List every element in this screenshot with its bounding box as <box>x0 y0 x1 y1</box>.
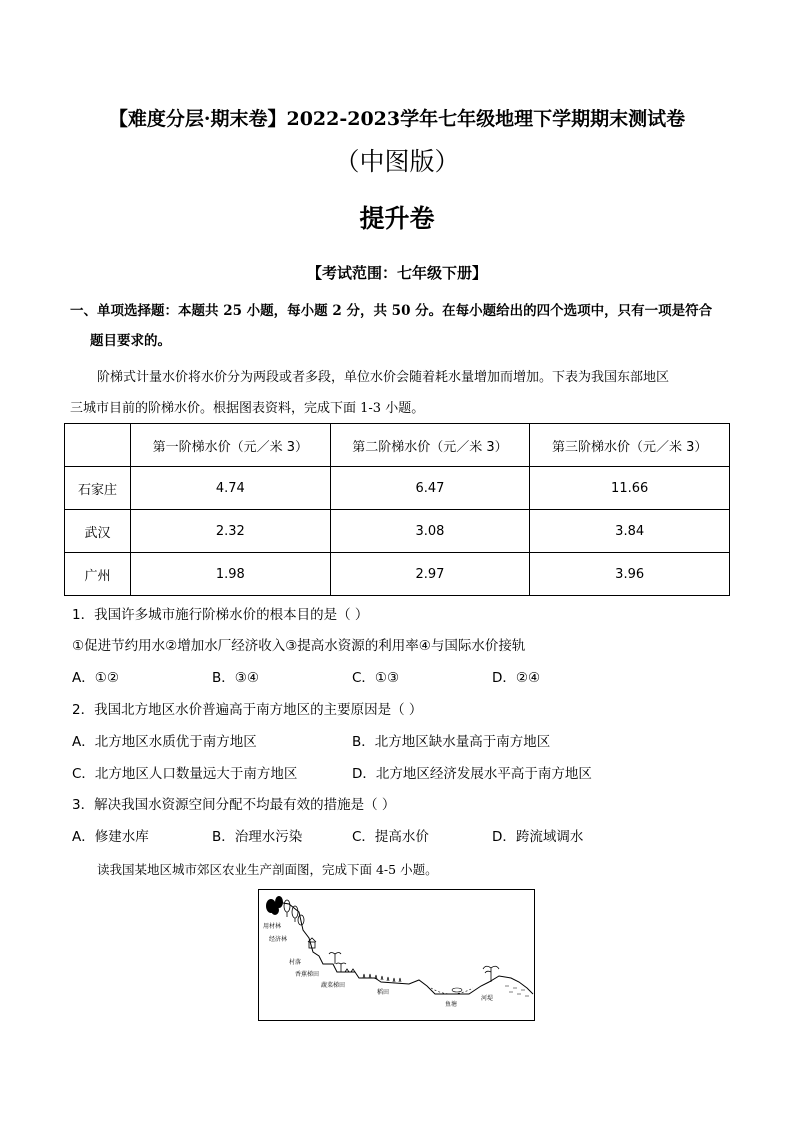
table-cell: 11.66 <box>530 467 730 510</box>
q3-option-a: A．修建水库 <box>72 829 149 845</box>
table-cell: 2.97 <box>330 553 530 596</box>
dike-plant <box>483 966 499 982</box>
q3-option-c: C．提高水价 <box>352 829 429 845</box>
q3-option-b: B．治理水污染 <box>212 829 303 845</box>
label-fishpond: 鱼塘 <box>445 1001 458 1008</box>
table-header-cell: 第二阶梯水价（元／米 3） <box>330 424 530 467</box>
table-row <box>65 467 730 510</box>
section-heading <box>70 296 730 356</box>
table-cell: 3.96 <box>530 553 730 596</box>
section-heading-line2: 题目要求的。 <box>90 333 171 349</box>
label-rice: 稻田 <box>377 989 390 996</box>
intro-line2: 三城市目前的阶梯水价。根据图表资料，完成下面 1-3 小题。 <box>70 401 425 416</box>
section-heading-line1: 一、单项选择题：本题共 25 小题，每小题 2 分，共 50 分。在每小题给出的四个选项中，只有一项是符合 <box>70 303 713 319</box>
q1-option-c: C．①③ <box>352 670 400 686</box>
q3-option-d: D．跨流域调水 <box>492 829 584 845</box>
table-header-row <box>65 424 730 467</box>
terrain-line <box>267 902 533 994</box>
level-label: 提升卷 <box>359 204 435 233</box>
q1-option-b: B．③④ <box>212 670 259 686</box>
q1-option-a: A．①② <box>72 670 119 686</box>
label-fruit: 香蕉梯田 <box>295 971 320 978</box>
river-water <box>505 986 529 996</box>
table-header-cell: 第一阶梯水价（元／米 3） <box>131 424 331 467</box>
fish-pond <box>431 988 473 994</box>
table-cell: 2.32 <box>131 510 331 553</box>
table-cell: 广州 <box>65 553 131 596</box>
table-cell: 石家庄 <box>65 467 131 510</box>
intro-paragraph <box>70 362 730 424</box>
table-cell: 4.74 <box>131 467 331 510</box>
table-cell: 6.47 <box>330 467 530 510</box>
intro-line1: 阶梯式计量水价将水价分为两段或者多段，单位水价会随着耗水量增加而增加。下表为我国东部地区 <box>97 370 670 385</box>
label-timber: 用材林 <box>263 923 282 930</box>
table-cell: 3.08 <box>330 510 530 553</box>
exam-title: 【难度分层·期末卷】2022-2023学年七年级地理下学期期末测试卷 <box>108 108 686 130</box>
q1-option-d: D．②④ <box>492 670 541 686</box>
label-economic: 经济林 <box>269 936 288 943</box>
figure-intro <box>70 854 730 885</box>
table-row <box>65 553 730 596</box>
table-cell: 武汉 <box>65 510 131 553</box>
profile-diagram <box>259 890 534 1020</box>
q2-option-a: A．北方地区水质优于南方地区 <box>72 734 257 750</box>
table-cell: 3.84 <box>530 510 730 553</box>
table-header-cell <box>65 424 131 467</box>
table-row <box>65 510 730 553</box>
edition-label: （中图版） <box>334 147 460 176</box>
q2-option-d: D．北方地区经济发展水平高于南方地区 <box>352 766 592 782</box>
forest-trees <box>266 896 283 915</box>
label-veg: 蔬菜梯田 <box>321 982 346 989</box>
agriculture-profile-figure <box>258 889 535 1021</box>
q2-option-c: C．北方地区人口数量远大于南方地区 <box>72 766 298 782</box>
table-header-cell: 第三阶梯水价（元／米 3） <box>530 424 730 467</box>
exam-scope: 【考试范围：七年级下册】 <box>306 264 487 282</box>
question-3-stem: 3．解决我国水资源空间分配不均最有效的措施是（ ） <box>72 797 396 813</box>
question-1-stem: 1．我国许多城市施行阶梯水价的根本目的是（ ） <box>72 607 369 623</box>
question-2-stem: 2．我国北方地区水价普遍高于南方地区的主要原因是（ ） <box>72 702 423 718</box>
q2-option-b: B．北方地区缺水量高于南方地区 <box>352 734 551 750</box>
water-price-table <box>64 423 730 596</box>
question-1-statements: ①促进节约用水②增加水厂经济收入③提高水资源的利用率④与国际水价接轨 <box>72 638 526 654</box>
figure-intro-text: 读我国某地区城市郊区农业生产剖面图，完成下面 4-5 小题。 <box>97 862 438 877</box>
banana-plants <box>329 953 346 973</box>
table-cell: 1.98 <box>131 553 331 596</box>
label-village: 村落 <box>289 959 302 966</box>
label-dike: 河堤 <box>481 995 494 1002</box>
